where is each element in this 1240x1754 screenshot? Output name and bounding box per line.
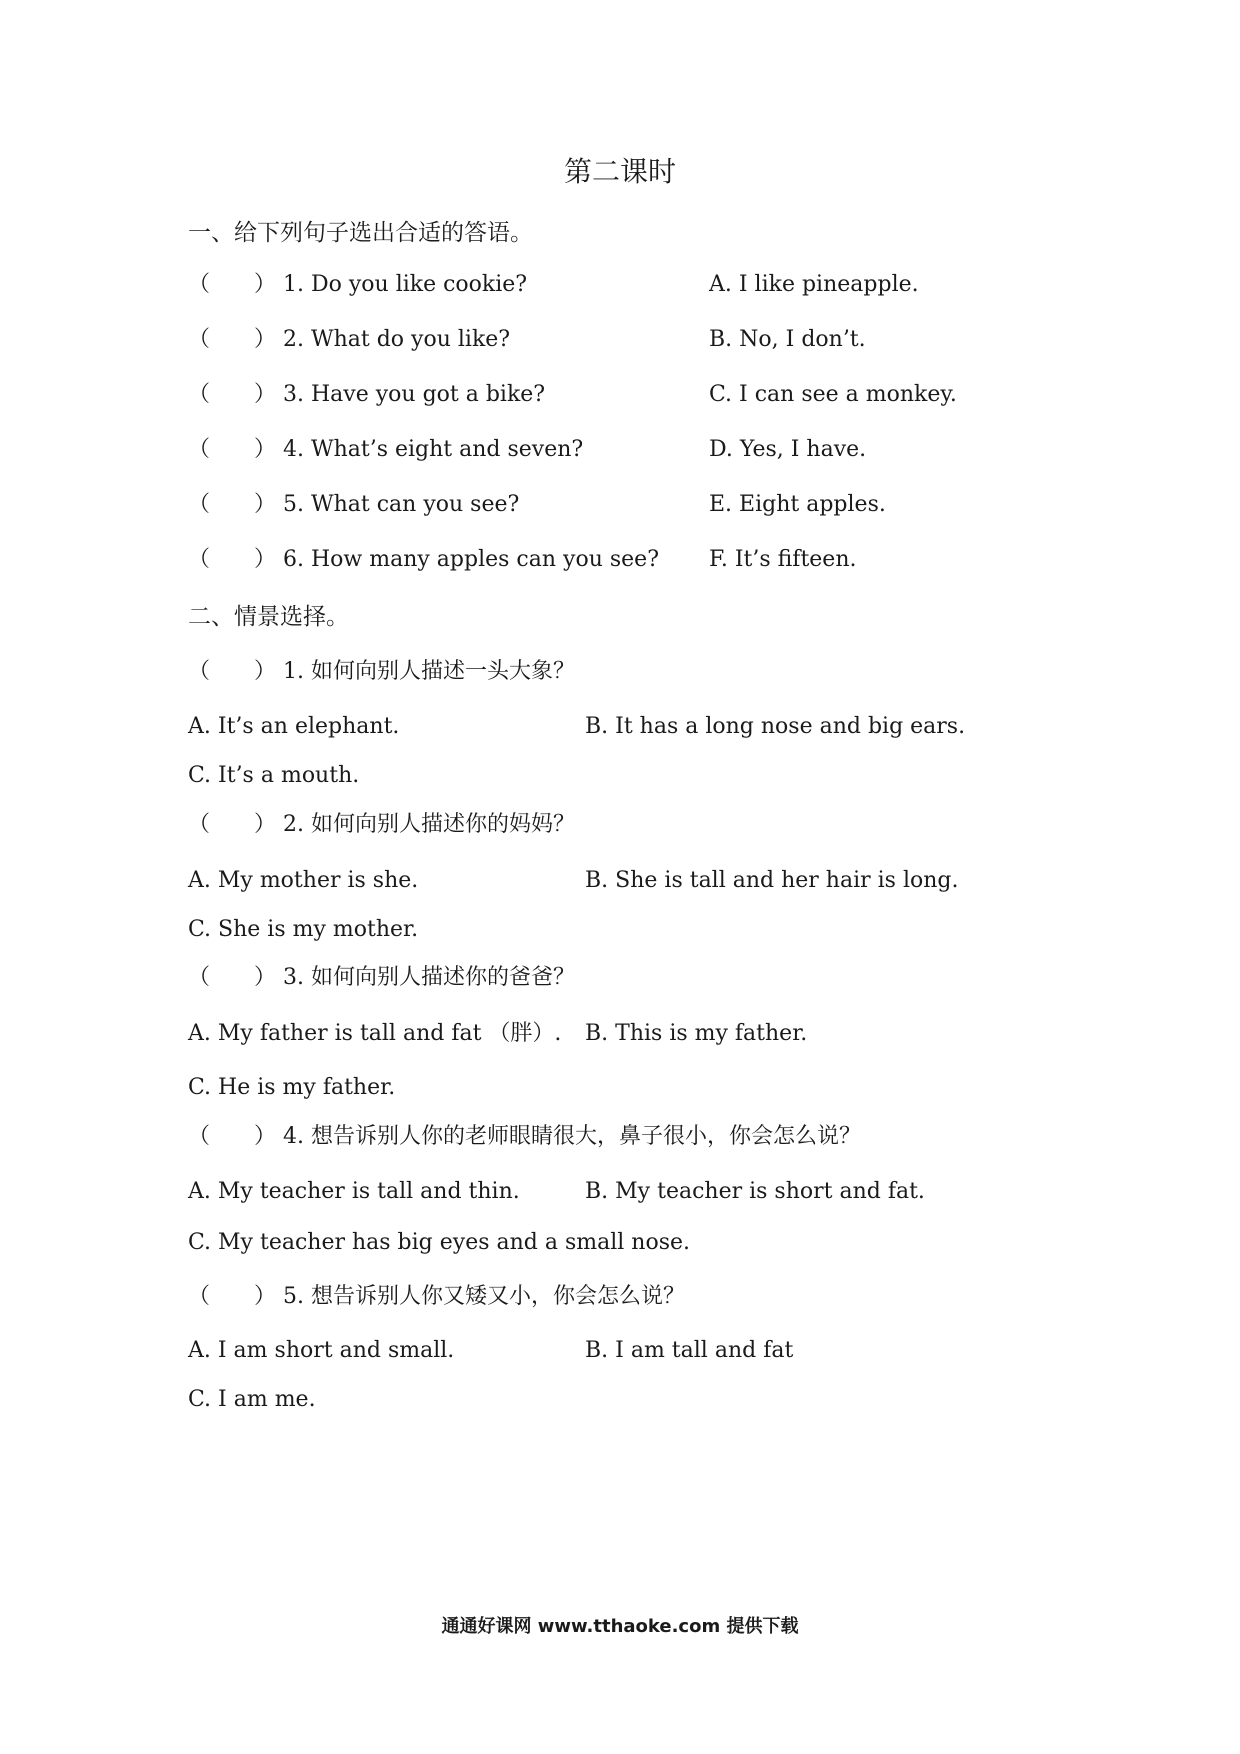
option-c: C. I am me. <box>188 1387 316 1412</box>
question-row-2 <box>188 323 510 357</box>
scenario-question-2 <box>188 808 575 842</box>
question-row-5 <box>188 488 519 522</box>
scenario-question-4 <box>188 1120 861 1154</box>
answer-option-e: E. Eight apples. <box>709 492 886 517</box>
answer-blank[interactable]: （ ） <box>188 327 277 352</box>
answer-option-c: C. I can see a monkey. <box>709 382 957 407</box>
answer-blank[interactable]: （ ） <box>188 965 277 990</box>
answer-option-a: A. I like pineapple. <box>709 272 919 297</box>
option-b: B. She is tall and her hair is long. <box>585 868 959 893</box>
question-text: 5. What can you see? <box>283 492 520 517</box>
scenario-question-5 <box>188 1280 685 1314</box>
footer-download-notice: 通通好课网 www.tthaoke.com 提供下载 <box>441 1616 799 1637</box>
option-c: C. He is my father. <box>188 1075 396 1100</box>
question-row-3 <box>188 378 545 412</box>
answer-option-d: D. Yes, I have. <box>709 437 867 462</box>
page-title: 第二课时 <box>563 155 676 188</box>
answer-blank[interactable]: （ ） <box>188 382 277 407</box>
scenario-question-3 <box>188 961 575 995</box>
answer-blank[interactable]: （ ） <box>188 812 277 837</box>
option-a: A. My mother is she. <box>188 868 419 893</box>
option-c: C. She is my mother. <box>188 917 419 942</box>
option-b: B. It has a long nose and big ears. <box>585 714 966 739</box>
scenario-text: 4. 想告诉别人你的老师眼睛很大，鼻子很小，你会怎么说？ <box>283 1124 861 1149</box>
option-a: A. My father is tall and fat （胖）. <box>188 1021 562 1046</box>
answer-blank[interactable]: （ ） <box>188 437 277 462</box>
scenario-text: 2. 如何向别人描述你的妈妈？ <box>283 812 575 837</box>
answer-blank[interactable]: （ ） <box>188 272 277 297</box>
answer-blank[interactable]: （ ） <box>188 659 277 684</box>
question-row-1 <box>188 268 527 302</box>
option-c: C. It’s a mouth. <box>188 763 360 788</box>
answer-blank[interactable]: （ ） <box>188 1124 277 1149</box>
question-row-6 <box>188 543 659 577</box>
option-c: C. My teacher has big eyes and a small nose. <box>188 1230 691 1255</box>
answer-blank[interactable]: （ ） <box>188 492 277 517</box>
section-heading-1: 一、给下列句子选出合适的答语。 <box>188 220 533 246</box>
option-b: B. I am tall and fat <box>585 1338 794 1363</box>
answer-option-f: F. It’s fifteen. <box>709 547 857 572</box>
question-text: 4. What’s eight and seven? <box>283 437 584 462</box>
question-text: 6. How many apples can you see? <box>283 547 659 572</box>
option-a: A. My teacher is tall and thin. <box>188 1179 520 1204</box>
question-text: 1. Do you like cookie? <box>283 272 528 297</box>
option-a: A. It’s an elephant. <box>188 714 400 739</box>
scenario-question-1 <box>188 655 575 689</box>
scenario-text: 5. 想告诉别人你又矮又小，你会怎么说？ <box>283 1284 685 1309</box>
scenario-text: 1. 如何向别人描述一头大象？ <box>283 659 575 684</box>
question-text: 2. What do you like? <box>283 327 511 352</box>
question-text: 3. Have you got a bike? <box>283 382 546 407</box>
answer-blank[interactable]: （ ） <box>188 1284 277 1309</box>
answer-option-b: B. No, I don’t. <box>709 327 866 352</box>
section-heading-2: 二、情景选择。 <box>188 604 349 630</box>
scenario-text: 3. 如何向别人描述你的爸爸？ <box>283 965 575 990</box>
option-a: A. I am short and small. <box>188 1338 455 1363</box>
option-b: B. My teacher is short and fat. <box>585 1179 925 1204</box>
answer-blank[interactable]: （ ） <box>188 547 277 572</box>
option-b: B. This is my father. <box>585 1021 808 1046</box>
question-row-4 <box>188 433 583 467</box>
